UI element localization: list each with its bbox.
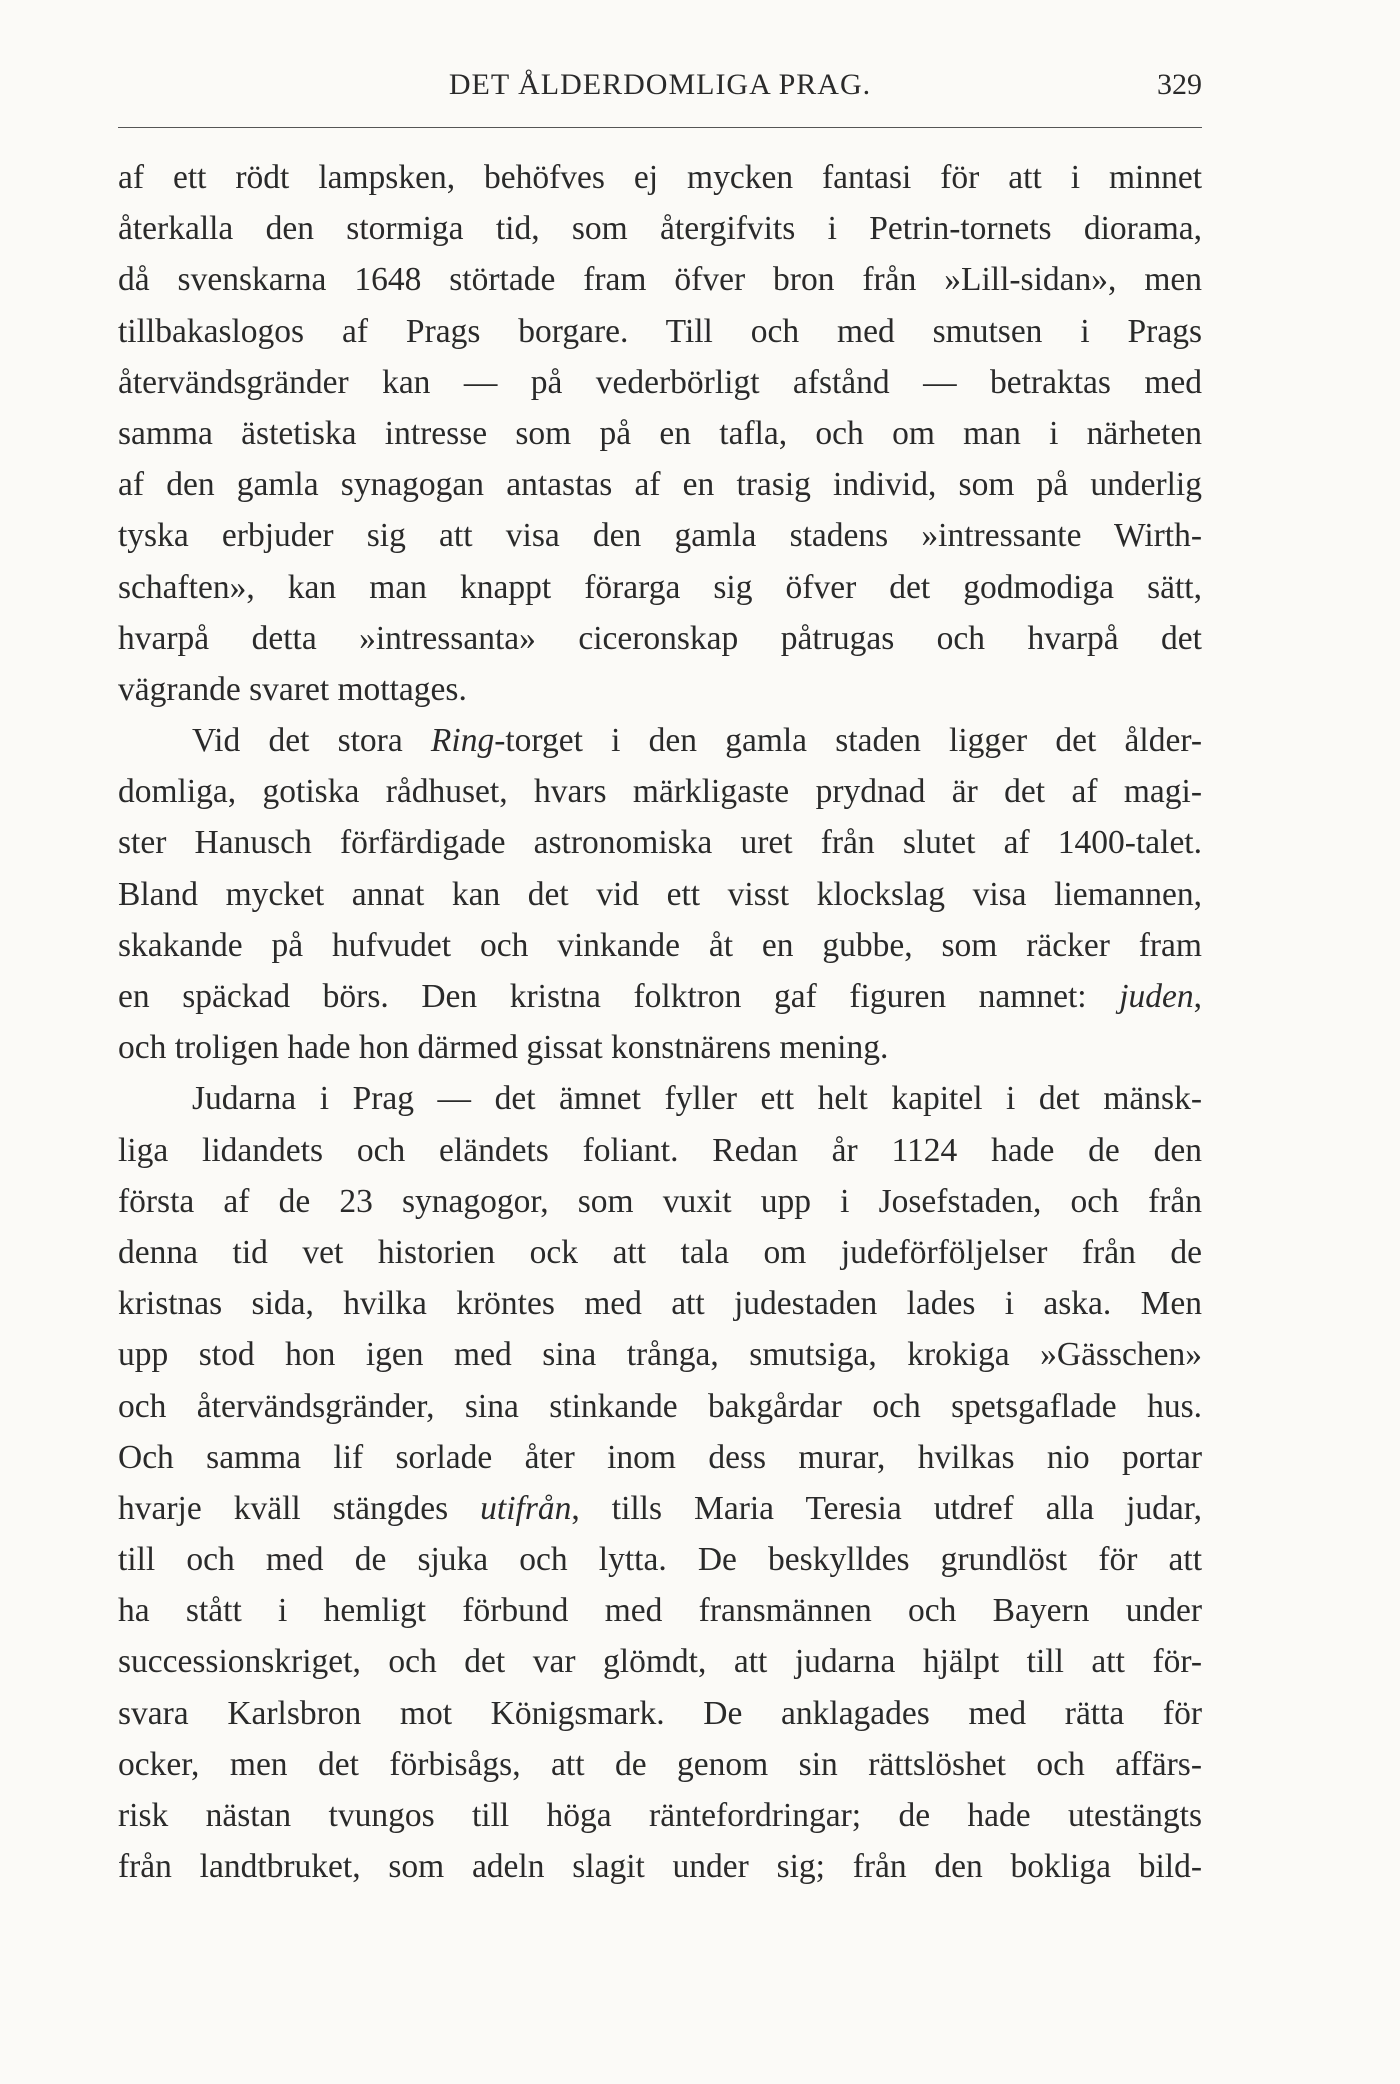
text-line: och troligen hade hon därmed gissat konstnärens mening. (118, 1029, 889, 1067)
italic-term: Ring (430, 722, 495, 760)
italic-term: juden (1119, 978, 1194, 1015)
text-line: återvändsgränder kan — på vederbörligt afstånd — betraktas med (118, 363, 1202, 401)
text-line (118, 715, 1202, 766)
text-line: första af de 23 synagogor, som vuxit upp i Josefstaden, och från (118, 1182, 1202, 1220)
italic-term: utifrån (480, 1489, 572, 1527)
text-line: till och med de sjuka och lytta. De beskylldes grundlöst för att (118, 1541, 1202, 1579)
text-segment: Vid det stora (192, 722, 431, 760)
text-line: Bland mycket annat kan det vid ett visst klockslag visa liemannen, (118, 875, 1202, 913)
running-head (118, 62, 1202, 122)
text-line: kristnas sida, hvilka kröntes med att judestaden lades i aska. Men (118, 1285, 1202, 1323)
text-line: skakande på hufvudet och vinkande åt en gubbe, som räcker fram (118, 926, 1202, 964)
body-text (118, 152, 1202, 1892)
text-line (118, 971, 1202, 1022)
text-segment: -torget i den gamla staden ligger det ålder- (494, 722, 1202, 760)
text-line: risk nästan tvungos till höga räntefordringar; de hade utestängts (118, 1797, 1202, 1834)
text-segment: , tills Maria Teresia utdref alla judar, (571, 1489, 1202, 1527)
text-line: tillbakaslogos af Prags borgare. Till och med smutsen i Prags (118, 312, 1202, 350)
text-segment: en späckad börs. Den kristna folktron gaf figuren namnet: (118, 978, 1120, 1015)
running-head-title: DET ÅLDERDOMLIGA PRAG. (448, 68, 872, 101)
text-line: tyska erbjuder sig att visa den gamla stadens »intressante Wirth- (118, 517, 1202, 555)
text-line: ocker, men det förbisågs, att de genom sin rättslöshet och affärs- (118, 1745, 1202, 1783)
text-line (118, 1483, 1202, 1534)
text-line: vägrande svaret mottages. (118, 670, 467, 708)
text-line: ha stått i hemligt förbund med fransmännen och Bayern under (118, 1592, 1202, 1630)
text-line: schaften», kan man knappt förarga sig öfver det godmodiga sätt, (118, 568, 1202, 606)
text-line: ster Hanusch förfärdigade astronomiska uret från slutet af 1400-talet. (118, 824, 1202, 862)
text-line: från landtbruket, som adeln slagit under sig; från den bokliga bild- (118, 1848, 1202, 1886)
text-line: af ett rödt lampsken, behöfves ej mycken fantasi för att i minnet (118, 159, 1202, 196)
text-line: Judarna i Prag — det ämnet fyller ett helt kapitel i det mänsk- (192, 1080, 1202, 1118)
text-line: liga lidandets och eländets foliant. Redan år 1124 hade de den (118, 1131, 1202, 1169)
text-line: svara Karlsbron mot Königsmark. De anklagades med rätta för (118, 1694, 1202, 1732)
text-segment: hvarje kväll stängdes (118, 1489, 481, 1527)
text-line: och återvändsgränder, sina stinkande bakgårdar och spetsgaflade hus. (118, 1387, 1202, 1425)
text-line: denna tid vet historien ock att tala om judeförföljelser från de (118, 1233, 1202, 1271)
text-line: upp stod hon igen med sina trånga, smutsiga, krokiga »Gässchen» (118, 1336, 1202, 1374)
text-line: hvarpå detta »intressanta» ciceronskap påtrugas och hvarpå det (118, 619, 1202, 657)
text-segment: , (1193, 978, 1202, 1015)
text-line: samma ästetiska intresse som på en tafla, och om man i närheten (118, 414, 1202, 452)
text-line: successionskriget, och det var glömdt, att judarna hjälpt till att för- (118, 1643, 1202, 1681)
text-line: Och samma lif sorlade åter inom dess murar, hvilkas nio portar (118, 1438, 1202, 1476)
header-rule (118, 127, 1202, 128)
text-line: af den gamla synagogan antastas af en trasig individ, som på underlig (118, 466, 1202, 504)
text-line: domliga, gotiska rådhuset, hvars märkligaste prydnad är det af magi- (118, 773, 1202, 811)
text-line: återkalla den stormiga tid, som återgifvits i Petrin-tornets diorama, (118, 210, 1202, 248)
page-number: 329 (1157, 68, 1202, 101)
text-line: då svenskarna 1648 störtade fram öfver bron från »Lill-sidan», men (118, 261, 1202, 299)
